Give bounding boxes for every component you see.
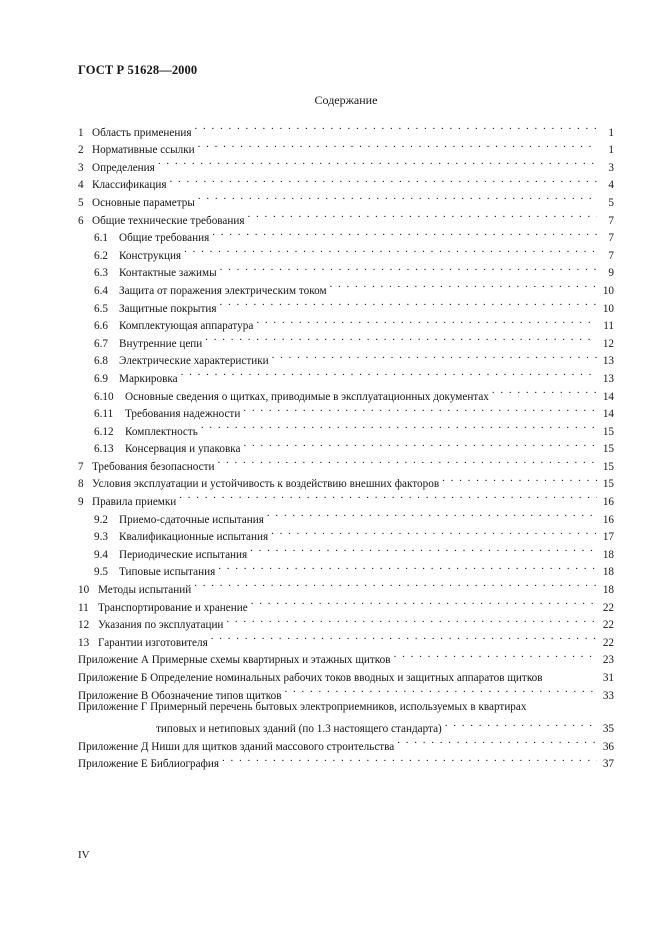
dot-leader: [194, 575, 597, 593]
toc-entry-page: 15: [602, 443, 614, 456]
toc-entry-title: Комплектность: [125, 425, 198, 438]
toc-entry-title: Указания по эксплуатации: [98, 619, 224, 632]
toc-entry-page: 36: [602, 740, 614, 753]
toc-entry-number: 3: [78, 161, 84, 174]
toc-entry-number: 9.4: [94, 548, 108, 561]
toc-entry-page: 16: [602, 496, 614, 509]
dot-leader: [251, 593, 597, 611]
toc-entry-title: Квалификационные испытания: [119, 531, 269, 544]
toc-entry-title: Основные параметры: [92, 196, 195, 209]
toc-entry-number: 11: [78, 601, 89, 614]
dot-leader: [201, 417, 597, 435]
toc-entry-title: Нормативные ссылки: [92, 144, 195, 157]
dot-leader: [212, 224, 597, 242]
toc-entry-page: 18: [602, 548, 614, 561]
dot-leader: [181, 364, 597, 382]
toc-entry-number: 9.3: [94, 531, 108, 544]
dot-leader: [205, 329, 597, 347]
toc-entry-page: 17: [602, 531, 614, 544]
toc-entry-page: 33: [602, 689, 614, 702]
toc-entry-number: 6.4: [94, 284, 108, 297]
toc-entry-title: Правила приемки: [92, 496, 177, 509]
toc-entry-number: 6.11: [94, 408, 114, 421]
toc-entry[interactable]: [78, 153, 614, 174]
dot-leader: [248, 206, 597, 224]
toc-entry-title: Маркировка: [119, 372, 178, 385]
dot-leader: [219, 294, 597, 312]
toc-entry-number: 6.7: [94, 337, 108, 350]
dot-leader: [222, 750, 597, 768]
dot-leader: [243, 400, 597, 418]
toc-entry-number: 8: [78, 478, 84, 491]
dot-leader: [330, 276, 597, 294]
toc-entry-number: 4: [78, 179, 84, 192]
dot-leader: [394, 646, 597, 664]
toc-entry-title: Гарантии изготовителя: [98, 636, 208, 649]
toc-entry-page: 1: [608, 144, 614, 157]
toc-entry[interactable]: [78, 171, 614, 192]
dot-leader: [226, 611, 597, 629]
toc-entry-page: 22: [602, 636, 614, 649]
toc-entry-page: 13: [602, 372, 614, 385]
toc-entry-number: 6.12: [94, 425, 114, 438]
toc-entry-title: Требования надежности: [125, 408, 241, 421]
toc-entry-page: 11: [603, 320, 614, 333]
toc-entry-page: 12: [602, 337, 614, 350]
toc-entry-title: Внутренние цепи: [119, 337, 203, 350]
document-code: ГОСТ Р 51628—2000: [78, 63, 198, 77]
dot-leader: [271, 523, 597, 541]
toc-entry-page: 7: [608, 232, 614, 245]
toc-entry-page: 18: [602, 566, 614, 579]
dot-leader: [250, 540, 597, 558]
toc-entry-title: Типовые испытания: [119, 566, 216, 579]
toc-entry-number: 6.8: [94, 355, 108, 368]
dot-leader: [267, 505, 597, 523]
toc-entry-number: 5: [78, 196, 84, 209]
dot-leader: [170, 171, 597, 189]
toc-entry-title: Требования безопасности: [92, 460, 215, 473]
dot-leader: [158, 153, 597, 171]
toc-entry-number: 2: [78, 144, 84, 157]
toc-entry-number: 9: [78, 496, 84, 509]
page-number: IV: [78, 849, 90, 861]
toc-entry-title: Условия эксплуатации и устойчивость к воздействию внешних факторов: [92, 478, 440, 491]
toc-entry-number: 10: [78, 584, 90, 597]
toc-entry-page: 15: [602, 460, 614, 473]
toc-entry-number: 6.1: [94, 232, 108, 245]
dot-leader: [179, 487, 597, 505]
toc-entry-page: 14: [602, 390, 614, 403]
toc-entry-page: 10: [602, 302, 614, 315]
toc-entry-number: 7: [78, 460, 84, 473]
toc-entry-title: Определения: [92, 161, 155, 174]
toc-entry-page: 35: [602, 723, 614, 736]
dot-leader: [285, 681, 598, 699]
dot-leader: [442, 470, 597, 488]
dot-leader: [256, 312, 597, 330]
table-of-contents: [78, 118, 614, 771]
toc-entry-page: 9: [608, 267, 614, 280]
toc-appendix-title: Приложение А Примерные схемы квартирных и этажных щитков: [78, 654, 391, 667]
toc-entry-page: 16: [602, 513, 614, 526]
toc-entry-number: 1: [78, 126, 84, 139]
dot-leader: [445, 715, 597, 733]
toc-appendix-title: Приложение Е Библиография: [78, 758, 219, 771]
toc-entry-number: 12: [78, 619, 90, 632]
toc-entry-title: Защита от поражения электрическим током: [119, 284, 327, 297]
toc-entry-page: 22: [602, 619, 614, 632]
toc-entry-title: Контактные зажимы: [119, 267, 217, 280]
toc-heading: Содержание: [314, 93, 378, 107]
toc-entry-page: 7: [608, 214, 614, 227]
dot-leader: [211, 628, 597, 646]
dot-leader: [243, 435, 597, 453]
dot-leader: [272, 347, 597, 365]
dot-leader: [492, 382, 597, 400]
toc-entry-page: 37: [602, 758, 614, 771]
toc-entry-page: 31: [602, 672, 614, 684]
toc-entry-number: 13: [78, 636, 90, 649]
toc-entry[interactable]: [78, 118, 614, 139]
toc-entry-title: Электрические характеристики: [119, 355, 269, 368]
toc-entry-title: Конструкция: [119, 249, 182, 262]
toc-entry-title: Периодические испытания: [119, 548, 248, 561]
toc-appendix-title-continued: типовых и нетиповых зданий (по 1.3 настоящего стандарта): [156, 723, 442, 736]
toc-appendix-title: Приложение Д Ниши для щитков зданий массового строительства: [78, 740, 395, 753]
toc-entry-title: Транспортирование и хранение: [98, 601, 248, 614]
toc-entry-number: 9.5: [94, 566, 108, 579]
dot-leader: [198, 188, 597, 206]
toc-entry-number: 6.6: [94, 320, 108, 333]
toc-entry-number: 6.9: [94, 372, 108, 385]
toc-entry-page: 3: [608, 161, 614, 174]
dot-leader: [184, 241, 597, 259]
dot-leader: [194, 118, 597, 136]
toc-entry-number: 9.2: [94, 513, 108, 526]
toc-entry-title: Консервация и упаковка: [125, 443, 241, 456]
toc-entry-title: Классификация: [92, 179, 167, 192]
toc-entry-page: 14: [602, 408, 614, 421]
toc-entry-page: 15: [602, 478, 614, 491]
toc-entry-title: Общие технические требования: [92, 214, 245, 227]
toc-entry-page: 15: [602, 425, 614, 438]
dot-leader: [546, 663, 597, 681]
toc-entry-number: 6.3: [94, 267, 108, 280]
dot-leader: [220, 259, 597, 277]
toc-entry-title: Область применения: [92, 126, 192, 139]
toc-entry-page: 7: [608, 249, 614, 262]
toc-entry-page: 18: [602, 584, 614, 597]
toc-appendix-title: Приложение Г Примерный перечень бытовых электроприемников, используемых в квартирах: [78, 700, 527, 713]
toc-entry-page: 13: [602, 355, 614, 368]
toc-entry-number: 6.10: [94, 390, 114, 403]
dot-leader: [397, 732, 597, 750]
dot-leader: [198, 136, 597, 154]
toc-entry-page: 5: [608, 196, 614, 209]
toc-entry-page: 22: [602, 601, 614, 614]
toc-entry-page: 10: [602, 284, 614, 297]
toc-appendix-title: Приложение В Обозначение типов щитков: [78, 689, 282, 702]
toc-entry-title: Общие требования: [119, 232, 210, 245]
toc-entry-title: Приемо-сдаточные испытания: [119, 513, 264, 526]
dot-leader: [218, 558, 597, 576]
toc-entry-title: Методы испытаний: [98, 584, 192, 597]
toc-appendix-title: Приложение Б Определение номинальных рабочих токов вводных и защитных аппаратов щитков: [78, 672, 543, 684]
toc-entry-number: 6.13: [94, 443, 114, 456]
toc-appendix[interactable]: [78, 699, 614, 736]
toc-entry-number: 6.5: [94, 302, 108, 315]
toc-entry-title: Защитные покрытия: [119, 302, 217, 315]
dot-leader: [217, 452, 597, 470]
toc-entry-title: Основные сведения о щитках, приводимые в эксплуатационных документах: [125, 390, 489, 403]
toc-entry-page: 4: [608, 179, 614, 192]
toc-entry-number: 6.2: [94, 249, 108, 262]
toc-entry-title: Комплектующая аппаратура: [119, 320, 254, 333]
toc-entry-page: 23: [602, 654, 614, 667]
toc-entry-number: 6: [78, 214, 84, 227]
toc-entry-page: 1: [608, 126, 614, 139]
